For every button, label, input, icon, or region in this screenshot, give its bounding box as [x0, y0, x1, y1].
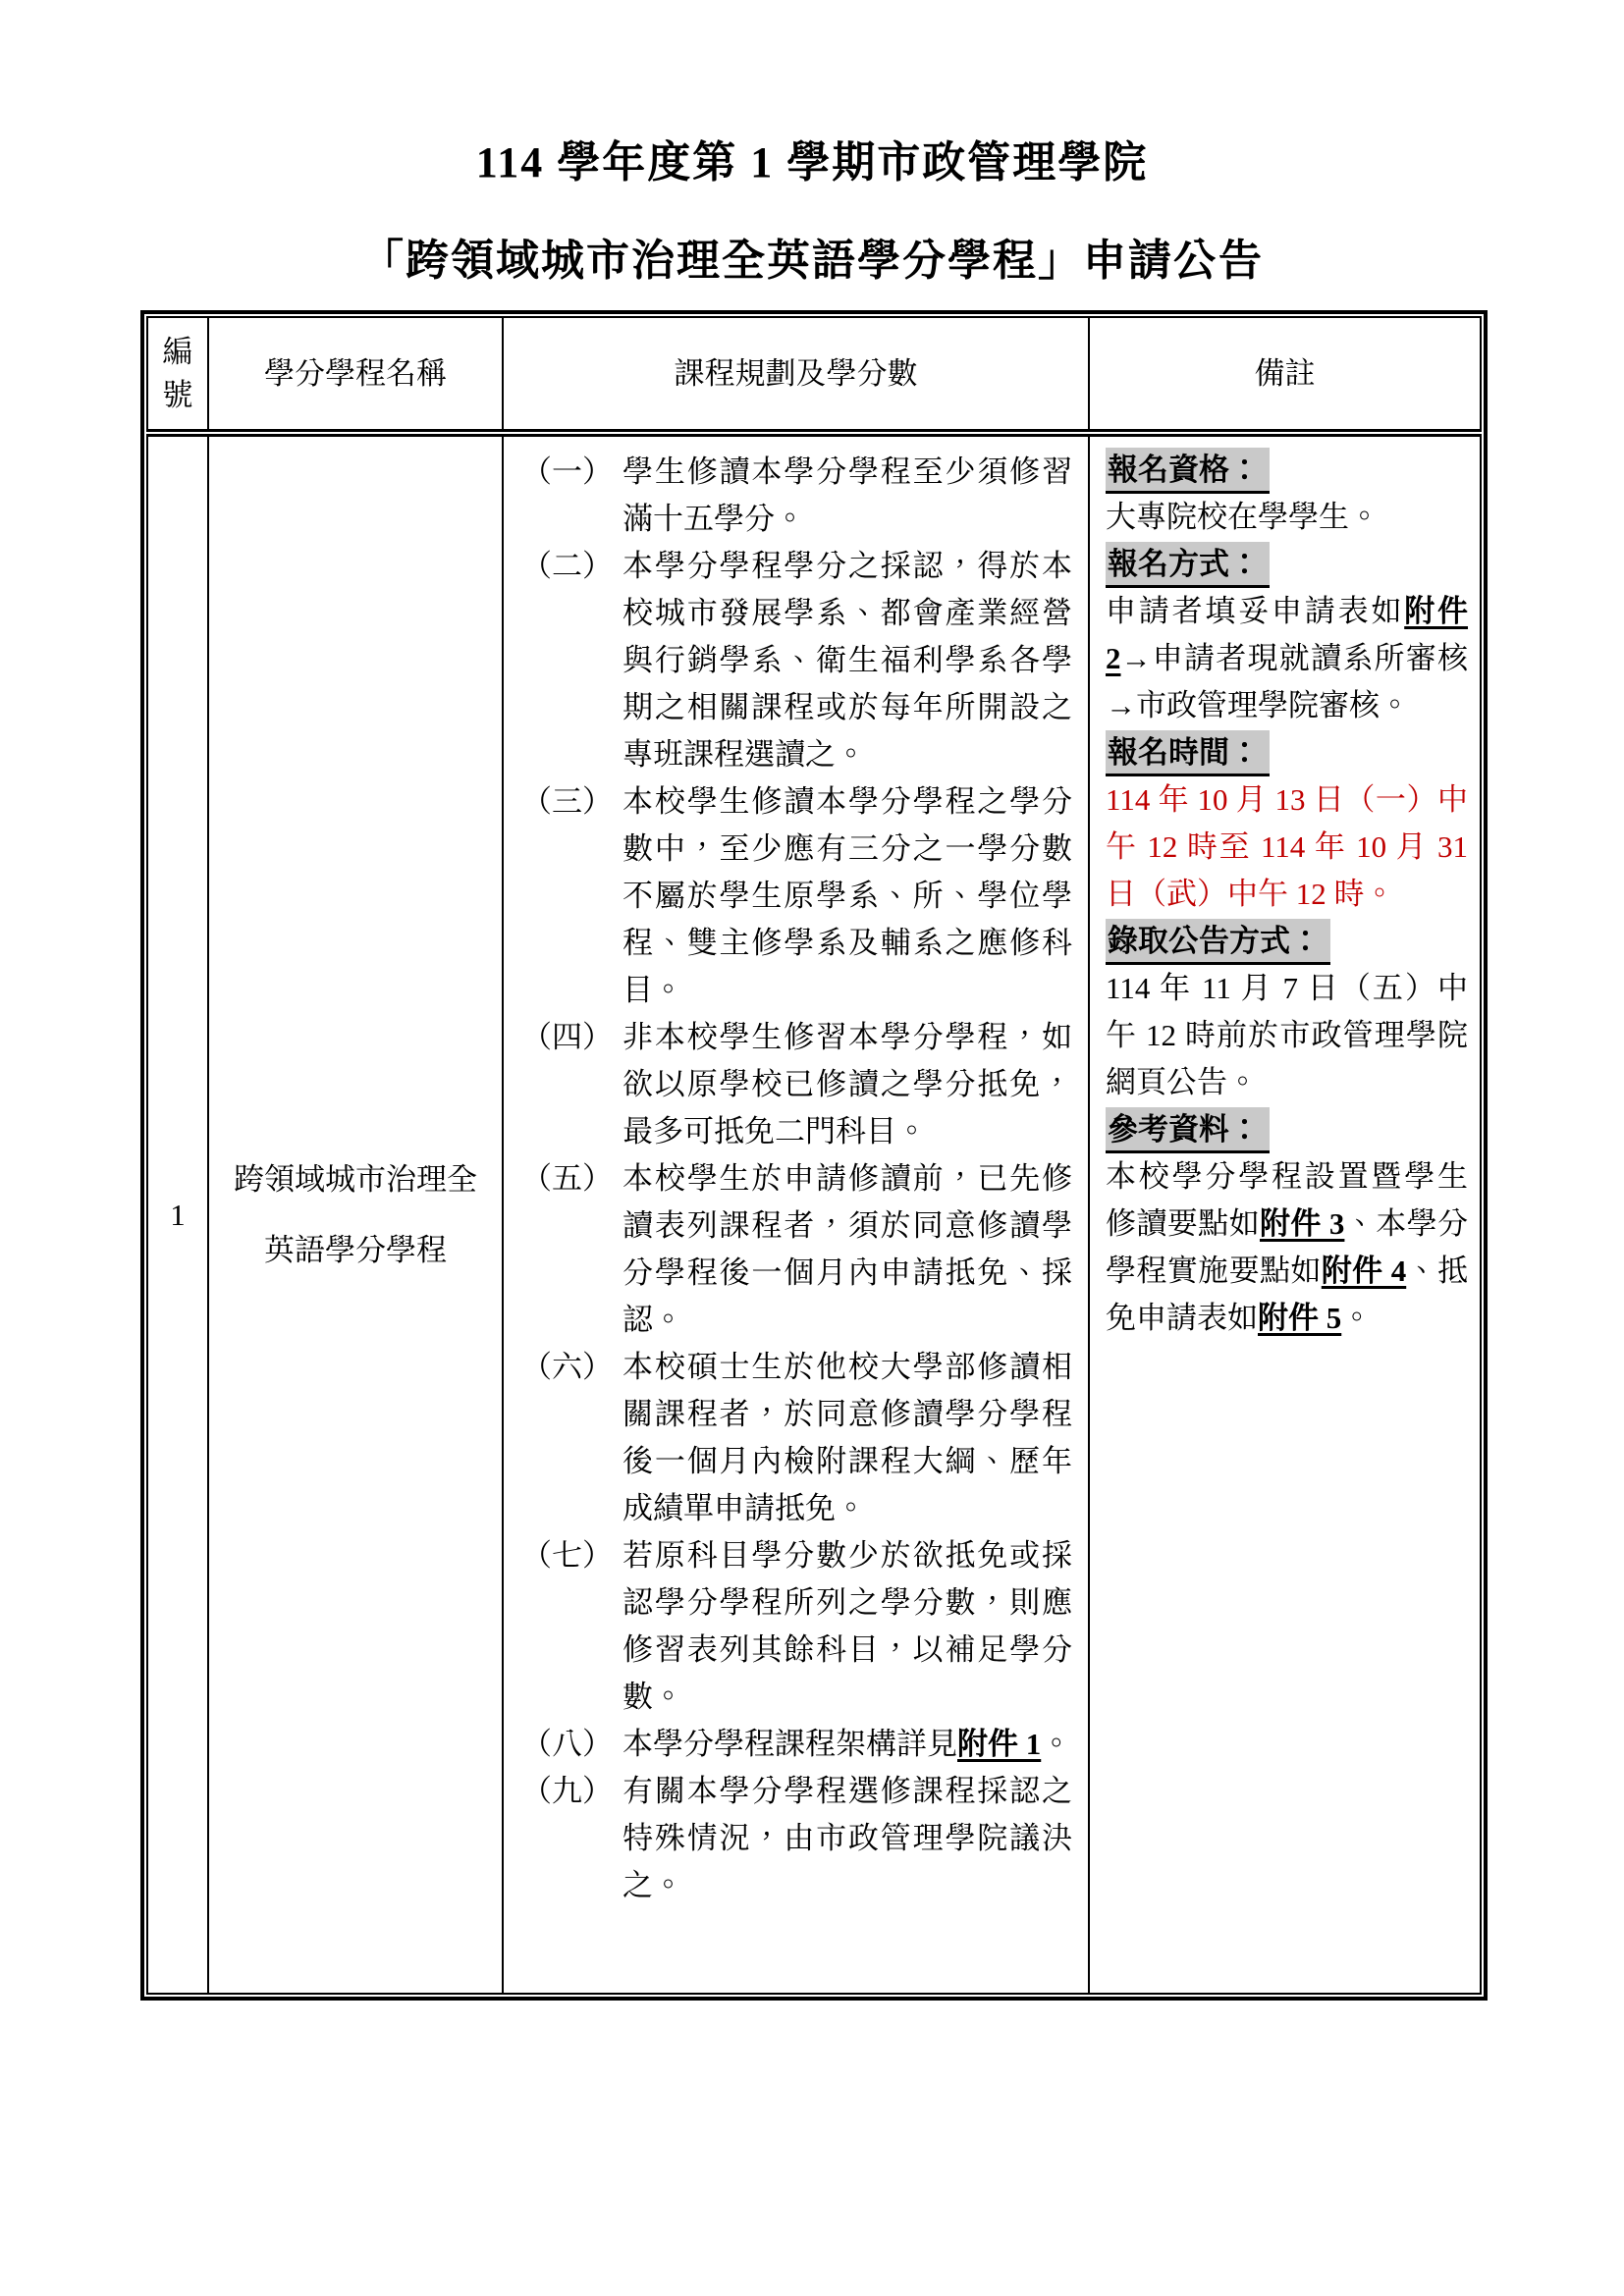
remark-section: [1106, 447, 1468, 494]
attachment-reference: 附件 4: [1321, 1254, 1407, 1288]
course-plan-item: [521, 778, 1072, 1014]
remark-section: [1106, 729, 1468, 776]
item-marker: （七）: [521, 1538, 613, 1573]
document-title-line2: 「跨領域城市治理全英語學分學程」申請公告: [360, 237, 1264, 285]
table-header-row: [147, 317, 1481, 433]
attachment-reference: 附件 1: [957, 1727, 1042, 1761]
text-segment: 學生修讀本學分學程至少須修習滿十五學分。: [623, 454, 1072, 536]
attachment-reference: 附件 3: [1259, 1206, 1345, 1241]
text-segment: 、本學分學程實施要點如: [1106, 1206, 1469, 1288]
text-segment: 有關本學分學程選修課程採認之特殊情況，由市政管理學院議決之。: [623, 1774, 1072, 1902]
item-text: [623, 449, 1072, 543]
item-marker: （九）: [521, 1774, 613, 1808]
cell-remarks: [1089, 433, 1481, 1994]
remark-section-label: 報名方式：: [1106, 542, 1270, 588]
item-text: [623, 1768, 1072, 1909]
header-number: 編號: [147, 317, 208, 433]
item-marker: （六）: [521, 1350, 613, 1384]
table-row: [147, 433, 1481, 1994]
text-segment: 本校碩士生於他校大學部修讀相關課程者，於同意修讀學分學程後一個月內檢附課程大綱、歷年成績單申請抵免。: [623, 1350, 1072, 1525]
remark-text: [1106, 494, 1468, 541]
header-program-name: 學分學程名稱: [208, 317, 503, 433]
remark-text: [1106, 588, 1468, 729]
text-segment: 若原科目學分數少於欲抵免或採認學分學程所列之學分數，則應修習表列其餘科目，以補足學分數。: [623, 1538, 1072, 1714]
remark-section: [1106, 541, 1468, 588]
attachment-reference: 附件 2: [1106, 594, 1469, 675]
item-marker: （三）: [521, 784, 613, 819]
remark-section-label: 錄取公告方式：: [1106, 919, 1330, 965]
item-text: [623, 778, 1072, 1014]
remark-section-label: 報名資格：: [1106, 448, 1270, 494]
course-plan-item: [521, 1721, 1072, 1768]
remark-text: [1106, 965, 1468, 1106]
remark-section-label: 參考資料：: [1106, 1107, 1270, 1153]
remark-text-red: [1106, 776, 1468, 918]
text-segment: 。: [1041, 1727, 1072, 1761]
text-segment: 。: [1341, 1301, 1373, 1335]
course-plan-item: [521, 1014, 1072, 1155]
cell-number: 1: [147, 433, 208, 1994]
attachment-reference: 附件 5: [1258, 1301, 1342, 1335]
item-text: [623, 1721, 1072, 1768]
header-course-plan: 課程規劃及學分數: [503, 317, 1089, 433]
item-marker: （八）: [521, 1727, 613, 1761]
item-text: [623, 1014, 1072, 1155]
item-marker: （五）: [521, 1161, 613, 1196]
text-segment: 本學分學程學分之採認，得於本校城市發展學系、都會產業經營與行銷學系、衛生福利學系各學期之相關課程或於每年所開設之專班課程選讀之。: [623, 549, 1072, 772]
cell-course-plan: [503, 433, 1089, 1994]
text-segment: 大專院校在學學生。: [1106, 500, 1380, 534]
item-text: [623, 1344, 1072, 1532]
item-text: [623, 543, 1072, 778]
remark-section: [1106, 1106, 1468, 1153]
text-segment: 非本校學生修習本學分學程，如欲以原學校已修讀之學分抵免，最多可抵免二門科目。: [623, 1020, 1072, 1148]
item-text: [623, 1155, 1072, 1344]
text-segment: 114 年 11 月 7 日（五）中午 12 時前於市政管理學院網頁公告。: [1106, 971, 1468, 1099]
text-segment: →申請者現就讀系所審核→市政管理學院審核。: [1106, 641, 1468, 722]
text-segment: 、抵免申請表如: [1106, 1254, 1469, 1335]
text-segment: 114 年 10 月 13 日（一）中午 12 時至 114 年 10 月 31 日（武）中午 12 時。: [1106, 782, 1468, 911]
header-remarks: 備註: [1089, 317, 1481, 433]
item-marker: （二）: [521, 549, 613, 583]
text-segment: 本學分學程課程架構詳見: [623, 1727, 957, 1761]
item-marker: （四）: [521, 1020, 613, 1054]
remark-section: [1106, 918, 1468, 965]
text-segment: 本校學分學程設置暨學生修讀要點如: [1106, 1159, 1468, 1241]
course-plan-item: [521, 1344, 1072, 1532]
item-text: [623, 1532, 1072, 1721]
course-plan-list: [521, 449, 1072, 1909]
item-marker: （一）: [521, 454, 613, 489]
text-segment: 申請者填妥申請表如: [1106, 594, 1405, 628]
cell-program-name: 跨領域城市治理全英語學分學程: [208, 433, 503, 1994]
announcement-table: [140, 310, 1488, 2001]
course-plan-item: [521, 1155, 1072, 1344]
course-plan-item: [521, 1768, 1072, 1909]
remarks-list: [1106, 447, 1468, 1342]
course-plan-item: [521, 1532, 1072, 1721]
text-segment: 本校學生於申請修讀前，已先修讀表列課程者，須於同意修讀學分學程後一個月內申請抵免、採認。: [623, 1161, 1072, 1337]
program-table: [146, 316, 1482, 1995]
remark-section-label: 報名時間：: [1106, 730, 1270, 776]
course-plan-item: [521, 449, 1072, 543]
text-segment: 本校學生修讀本學分學程之學分數中，至少應有三分之一學分數不屬於學生原學系、所、學位學程、雙主修學系及輔系之應修科目。: [623, 784, 1072, 1007]
document-title-line1: 114 學年度第 1 學期市政管理學院: [475, 138, 1149, 187]
remark-text: [1106, 1153, 1468, 1342]
course-plan-item: [521, 543, 1072, 778]
